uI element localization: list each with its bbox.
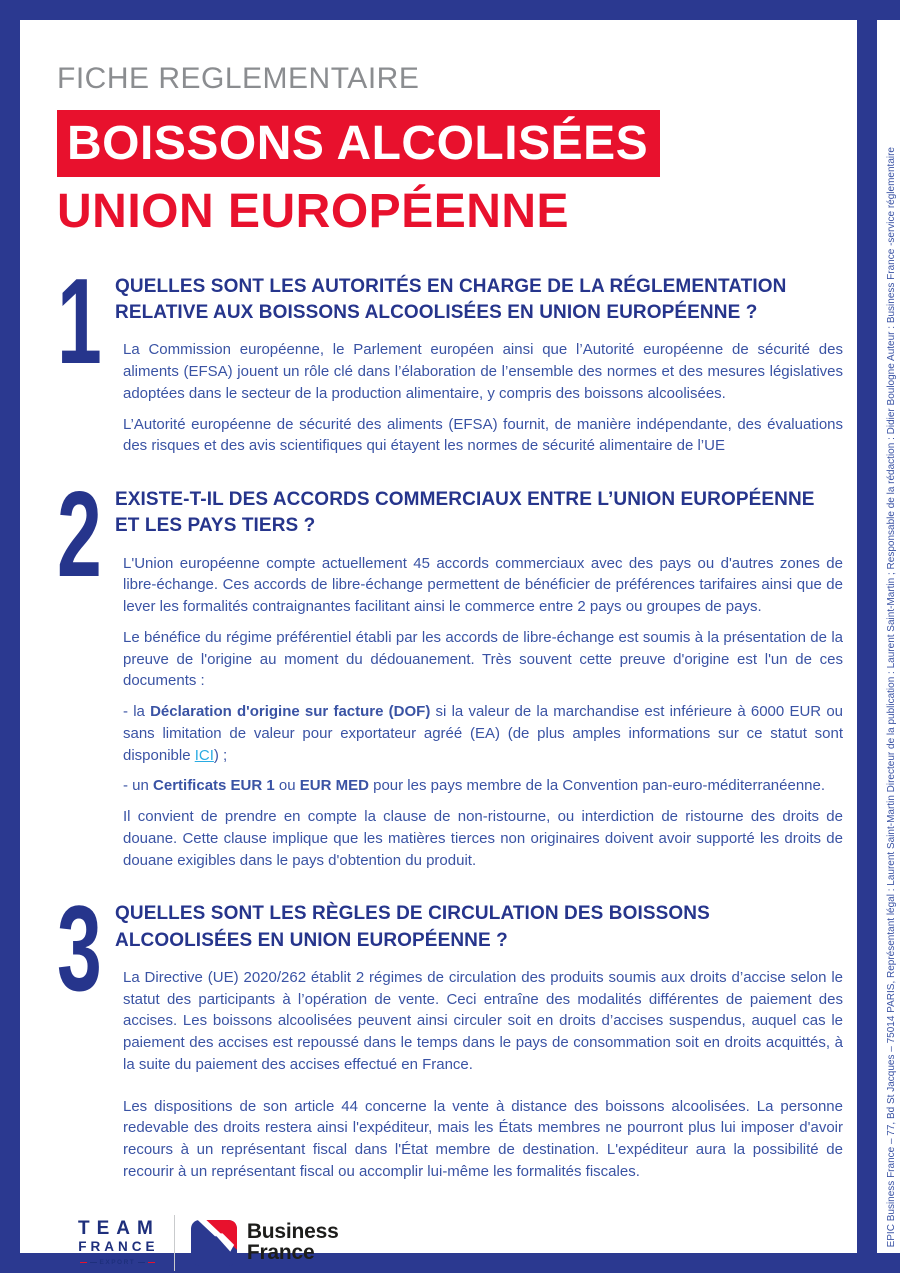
business-france-logo	[191, 1220, 339, 1266]
ici-link[interactable]: ICI	[194, 746, 214, 764]
frame-left-band	[0, 0, 20, 1273]
text-run: pour les pays membre de la Convention pan-euro-méditerranéenne.	[368, 777, 826, 795]
section-1	[57, 253, 843, 457]
paragraph	[123, 1096, 843, 1183]
paragraph	[123, 627, 843, 692]
text-run: Les dispositions de son article 44 concerne la vente à distance des boissons alcoolisées. La personne redevable des droits restera ainsi l'expéditeur, mais les États membres ne pourront plus lui imposer d'avoir recours à un représentant fiscal dans l'État membre de destination. L'expéditeur aura la possibilité de recourir à un représentant fiscal ou accomplir lui-même les formalités fiscales.	[123, 1097, 843, 1180]
team-france-line2: FRANCE	[78, 1238, 159, 1254]
paragraph	[123, 967, 843, 1076]
team-france-line1: TEAM	[78, 1218, 160, 1239]
frame-top-band	[0, 0, 900, 20]
document-kicker: FICHE REGLEMENTAIRE	[57, 62, 420, 95]
section-2-number: 2	[57, 466, 102, 603]
section-3-number: 3	[57, 880, 102, 1017]
paragraph	[123, 806, 843, 871]
text-run: ou	[274, 777, 300, 795]
paragraph	[123, 775, 843, 797]
text-run: La Directive (UE) 2020/262 établit 2 régimes de circulation des produits soumis aux droits d’accise selon le statut des participants à l’opération de vente. Ceci entraîne des modalités différentes de paiement des accises. Les boissons alcoolisées peuvent ainsi circuler soit en droits d’accises suspendus, auquel cas le paiement des accises est repoussé dans le temps dans le pays de consommation soit en droits acquittés, à la suite du paiement des accises effectué en France.	[123, 968, 843, 1073]
page-subtitle: UNION EUROPÉENNE	[57, 185, 570, 238]
section-1-heading: QUELLES SONT LES AUTORITÉS EN CHARGE DE LA RÉGLEMENTATION RELATIVE AUX BOISSONS ALCOOLISÉES EN UNION EUROPÉENNE ?	[115, 276, 787, 324]
imprint-vertical-text: EPIC Business France – 77, Bd St Jacques – 75014 PARIS, Représentant légal : Laurent Saint-Martin Directeur de la publication : Laurent Saint-Martin ; Responsable de la rédaction : Didier Boulogne Auteur : Business France -service réglementaire	[886, 146, 897, 1247]
paragraph	[123, 553, 843, 618]
logo-divider	[174, 1215, 175, 1271]
business-france-flash-icon	[191, 1220, 237, 1266]
team-france-export-logo	[75, 1219, 160, 1266]
team-france-line3: EXPORT	[99, 1259, 136, 1267]
section-2-heading: EXISTE-T-IL DES ACCORDS COMMERCIAUX ENTRE L’UNION EUROPÉENNE ET LES PAYS TIERS ?	[115, 489, 815, 537]
export-dash-icon	[90, 1262, 97, 1264]
section-3-heading: QUELLES SONT LES RÈGLES DE CIRCULATION DES BOISSONS ALCOOLISÉES EN UNION EUROPÉENNE ?	[115, 903, 710, 951]
text-run: Il convient de prendre en compte la clause de non-ristourne, ou interdiction de ristourne des droits de douane. Cette clause implique que les matières tierces non originaires doivent avoir supporté les droits de douane exigibles dans le pays d'obtention du produit.	[123, 808, 843, 869]
footer-logos	[75, 1215, 843, 1271]
text-run: La Commission européenne, le Parlement européen ainsi que l’Autorité européenne de sécurité des aliments (EFSA) jouent un rôle clé dans l’élaboration de l’ensemble des normes et des mesures législatives adoptées dans le secteur de la production alimentaire, y compris des boissons alcoolisées.	[123, 341, 843, 402]
bold-text: Certificats EUR 1	[153, 777, 275, 795]
team-france-export-row	[75, 1259, 160, 1266]
text-run: Le bénéfice du régime préférentiel établi par les accords de libre-échange est soumis à la présentation de la preuve de l'origine au moment du dédouanement. Très souvent cette preuve d'origine est l'un de ces documents :	[123, 628, 843, 690]
text-run: L'Union européenne compte actuellement 45 accords commerciaux avec des pays ou d'autres zones de libre-échange. Ces accords de libre-échange permettent de bénéficier de préférences tarifaires ainsi que de lever les formalités contraignantes facilitant ainsi le commerce entre 2 pays ou groupes de pays.	[123, 554, 843, 616]
section-1-paragraphs	[123, 339, 843, 457]
paragraph	[123, 414, 843, 458]
export-dash-icon	[148, 1262, 155, 1264]
bold-text: Déclaration d'origine sur facture (DOF)	[150, 703, 431, 721]
section-3	[57, 880, 843, 1182]
business-france-wordmark	[246, 1219, 339, 1264]
business-france-line1: Business	[246, 1219, 339, 1243]
section-2	[57, 466, 843, 871]
text-run: - un	[123, 777, 154, 795]
bold-text: EUR MED	[299, 777, 369, 795]
export-dash-icon	[80, 1262, 87, 1264]
right-imprint-gutter	[877, 20, 900, 1253]
section-3-paragraphs	[123, 967, 843, 1183]
business-france-line2: France	[246, 1240, 315, 1264]
paragraph	[123, 339, 843, 404]
text-run: si la valeur de la marchandise est inférieure à 6000 EUR ou sans limitation de valeur pour exportateur agréé (EA) (de plus amples informations sur ce statut sont disponible	[123, 703, 843, 764]
export-dash-icon	[138, 1262, 145, 1264]
text-run: - la	[123, 703, 151, 721]
paragraph	[123, 701, 843, 766]
section-1-number: 1	[57, 253, 102, 389]
content-area	[20, 20, 857, 1267]
frame-right-band	[857, 0, 877, 1273]
text-run: ) ;	[213, 746, 228, 764]
text-run: L’Autorité européenne de sécurité des aliments (EFSA) fournit, de manière indépendante, des évaluations des risques et des avis scientifiques qui étayent les normes de sécurité alimentaire de l’UE	[123, 415, 843, 455]
section-2-paragraphs	[123, 553, 843, 872]
page-title: BOISSONS ALCOLISÉES	[57, 110, 660, 177]
